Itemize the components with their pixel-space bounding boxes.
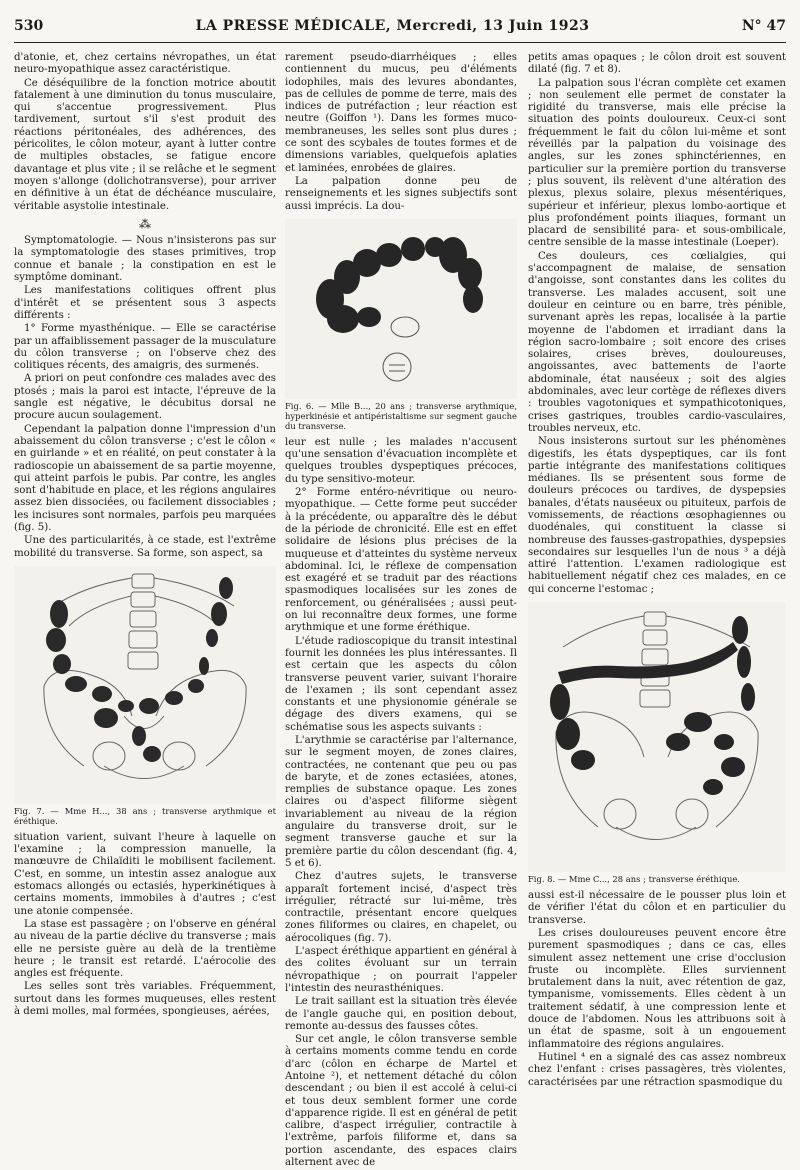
paragraph: Cependant la palpation donne l'impression d'un abaissement du côlon transverse ; c'est le côlon « en guirlande » et en réalité, on peut constater à la radioscopie un abaissement de sa partie moyenne, qui atteint parfois le pubis. Par contre, les angles sont d'habitude en place, et les régions angulaires assez bien dissociées, ou facilement dissociables ; les incisures sont normales, parfois peu marquées (fig. 5). [14, 423, 276, 533]
figure-8 [528, 602, 786, 884]
paragraph: La palpation donne peu de renseignements et les signes subjectifs sont aussi imprécis. La dou- [285, 175, 517, 212]
paragraph: Sur cet angle, le côlon transverse semble à certains moments comme tendu en corde d'arc (côlon en écharpe de Martel et Antoine ²), et nettement détaché du côlon descendant ; ou bien il est accolé à celui-ci et tous deux semblent former une corde d'apparence rigide. Il est en général de petit calibre, d'aspect irrégulier, contractile à l'extrême, parfois filiforme et, dans sa portion ascendante, des espaces clairs alternent avec de [285, 1034, 517, 1169]
paragraph: 1° Forme myasthénique. — Elle se caractérise par un affaiblissement passager de la musculature du côlon transverse ; on l'observe chez des colitiques récents, des amaigris, des surmenés. [14, 323, 276, 372]
paragraph: Les selles sont très variables. Fréquemment, surtout dans les formes muqueuses, elles restent à demi molles, mal formées, spongieuses, aérées, [14, 981, 276, 1018]
paragraph: petits amas opaques ; le côlon droit est souvent dilaté (fig. 7 et 8). [528, 52, 786, 76]
column-right [528, 52, 786, 1090]
paragraph: Hutinel ⁴ en a signalé des cas assez nombreux chez l'enfant : crises passagères, très violentes, caractérisées par une rétraction spasmodique du [528, 1051, 786, 1088]
figure-caption: Fig. 8. — Mme C..., 28 ans ; transverse éréthique. [528, 874, 740, 885]
paragraph: Nous insisterons surtout sur les phénomènes digestifs, les états dyspeptiques, car ils font partie intégrante des manifestations colitiques médianes. Ils se présentent sous forme de douleurs précoces ou tardives, de dyspepsies banales, d'états nauséeux ou pituiteux, parfois de vomissements, de réactions œsophagiennes ou duodénales, qui constituent la classe si nombreuse des fausses-gastropathies, dyspepsies secondaires sur lesquelles l'un de nous ³ a déjà attiré l'attention. L'examen radiologique est habituellement négatif chez ces malades, en ce qui concerne l'estomac ; [528, 436, 786, 595]
radiograph-illustration [14, 566, 276, 804]
column-left [14, 52, 276, 1019]
paragraph: Ces douleurs, ces cœlialgies, qui s'accompagnent de malaise, de sensation d'angoisse, sont constantes dans les colites du transverse. Les malades accusent, soit une douleur en ceinture ou en barre, très pénible, survenant après les repas, localisée à la partie moyenne de l'abdomen et irradiant dans la région sacro-lombaire ; soit encore des crises solaires, crises brèves, douloureuses, angoissantes, avec battements de l'aorte abdominale, état nauséeux ; soit des algies abdominales, avec leur cortège de réflexes divers : troubles vagotoniques et sympathicotoniques, crises gastriques, troubles cardio-vasculaires, troubles nerveux, etc. [528, 250, 786, 434]
radiograph-illustration [528, 602, 786, 872]
paragraph: 2° Forme entéro-névritique ou neuro-myopathique. — Cette forme peut succéder à la précédente, ou apparaître dès le début de la période de chronicité. Elle est en effet solidaire de lésions plus précises de la muqueuse et d'atteintes du système nerveux abdominal. Ici, le réflexe de compensation est exagéré et se traduit par des réactions spasmodiques localisées sur les zones de renforcement, ou généralisées ; aussi peut-on lui reconnaître deux formes, une forme arythmique et une forme éréthique. [285, 487, 517, 634]
figure-7 [14, 566, 276, 826]
paragraph: Ce déséquilibre de la fonction motrice aboutit fatalement à une diminution du tonus musculaire, qui s'accentue progressivement. Plus tardivement, surtout s'il s'est produit des réactions péritonéales, des adhérences, des péricolites, le côlon moteur, ayant à lutter contre de multiples obstacles, se fatigue encore davantage et plus vite ; il se relâche et le segment moyen s'allonge (dolichotransverse), pour arriver en définitive à un état de déchéance musculaire, véritable asystolie intestinale. [14, 77, 276, 212]
paragraph: Les manifestations colitiques offrent plus d'intérêt et se présentent sous 3 aspects différents : [14, 285, 276, 321]
journal-title: LA PRESSE MÉDICALE, Mercredi, 13 Juin 1923 [195, 18, 590, 34]
paragraph: L'étude radioscopique du transit intestinal fournit les données les plus intéressantes. Il est certain que les aspects du côlon transverse peuvent varier, suivant l'horaire de l'examen ; ils sont cependant assez constants et une physionomie générale se dégage des divers examens, qui se schématise sous les aspects suivants : [285, 635, 517, 733]
figure-caption: Fig. 6. — Mlle B..., 20 ans ; transverse arythmique, hyperkinésie et antipéristaltisme sur segment gauche du transverse. [285, 400, 517, 431]
paragraph: d'atonie, et, chez certains névropathes, un état neuro-myopathique assez caractéristique. [14, 52, 276, 76]
paragraph: leur est nulle ; les malades n'accusent qu'une sensation d'évacuation incomplète et quelques troubles dyspeptiques précoces, du type sensitivo-moteur. [285, 436, 517, 485]
paragraph: Le trait saillant est la situation très élevée de l'angle gauche qui, en position debout, remonte au-dessus des fausses côtes. [285, 996, 517, 1032]
paragraph: aussi est-il nécessaire de le pousser plus loin et de vérifier l'état du côlon et en particulier du transverse. [528, 890, 786, 926]
paragraph: L'arythmie se caractérise par l'alternance, sur le segment moyen, de zones claires, contractées, ne contenant que peu ou pas de baryte, et de zones ectasiées, atones, remplies de substance opaque. Les zones claires ou d'aspect filiforme siègent invariablement au niveau de la région angulaire du transverse droit, sur le segment transverse gauche et sur la première partie du côlon descendant (fig. 4, 5 et 6). [285, 734, 517, 869]
issue-number: N° 47 [741, 18, 786, 34]
paragraph: L'aspect éréthique appartient en général à des colites évoluant sur un terrain névropathique ; on pourrait l'appeler l'intestin des neurasthéniques. [285, 946, 517, 994]
column-middle [285, 52, 517, 1170]
page-header [14, 18, 786, 43]
paragraph: La stase est passagère ; on l'observe en général au niveau de la partie déclive du transverse ; mais elle ne persiste guère au delà de la trentième heure ; le transit est retardé. L'aérocolie des angles est fréquente. [14, 918, 276, 980]
paragraph: Les crises douloureuses peuvent encore être purement spasmodiques ; dans ce cas, elles simulent assez nettement une crise d'occlusion fruste ou incomplète. Elles surviennent brutalement dans la nuit, avec rétention de gaz, tympanisme, vomissements. Elles cèdent à un traitement sédatif, à une compression lente et douce de l'abdomen. Nous les attribuons soit à un état de spasme, soit à un engouement inflammatoire des régions angulaires. [528, 927, 786, 1050]
figure-6 [285, 219, 517, 431]
paragraph: rarement pseudo-diarrhéiques ; elles contiennent du mucus, peu d'éléments iodophiles, mais des levures abondantes, pas de cellules de pomme de terre, mais des indices de putréfaction ; leur réaction est neutre (Goiffon ¹). Dans les formes muco-membraneuses, les selles sont plus dures ; ce sont des scybales de toutes formes et de dimensions variables, quelquefois aplaties et laminées, enrobées de glaires. [285, 52, 517, 174]
paragraph: situation varient, suivant l'heure à laquelle on l'examine ; la compression manuelle, la manœuvre de Chilaïditi le mobilisent facilement. C'est, en somme, un intestin assez analogue aux estomacs allongés ou ectasiés, hyperkinétiques à certains moments, immobiles à d'autres ; c'est une atonie compensée. [14, 831, 276, 917]
paragraph: A priori on peut confondre ces malades avec des ptosés ; mais la paroi est intacte, l'épreuve de la sangle est négative, le décubitus dorsal ne procure aucun soulagement. [14, 373, 276, 422]
section-separator: ⁂ [139, 216, 151, 231]
figure-caption: Fig. 7. — Mme H..., 38 ans ; transverse arythmique et éréthique. [14, 805, 276, 826]
paragraph: Une des particularités, à ce stade, est l'extrême mobilité du transverse. Sa forme, son aspect, sa [14, 535, 276, 559]
radiograph-illustration [285, 219, 517, 399]
paragraph: Chez d'autres sujets, le transverse apparaît fortement incisé, d'aspect très irrégulier, rétracté sur lui-même, très contractile, présentant encore quelques zones filiformes ou claires, en chapelet, ou aérocoliques (fig. 7). [285, 871, 517, 944]
paragraph: Symptomatologie. — Nous n'insisterons pas sur la symptomatologie des stases primitives, trop connue et banale ; la constipation en est le symptôme dominant. [14, 235, 276, 284]
page-number: 530 [14, 18, 44, 34]
paragraph: La palpation sous l'écran complète cet examen ; non seulement elle permet de constater la rigidité du transverse, mais elle précise la situation des points douloureux. Ceux-ci sont fréquemment le fait du côlon lui-même et sont réveillés par la palpation du voisinage des angles, sur les zones sphinctériennes, en particulier sur la première portion du transverse ; plus souvent, ils relèvent d'une altération des plexus, plexus solaire, plexus mésentériques, supérieur et inférieur, plexus lombo-aortique et plus profondément points iliaques, formant un placard de sensibilité para- et sous-ombilicale, centre sensible de la masse intestinale (Loeper). [528, 77, 786, 249]
